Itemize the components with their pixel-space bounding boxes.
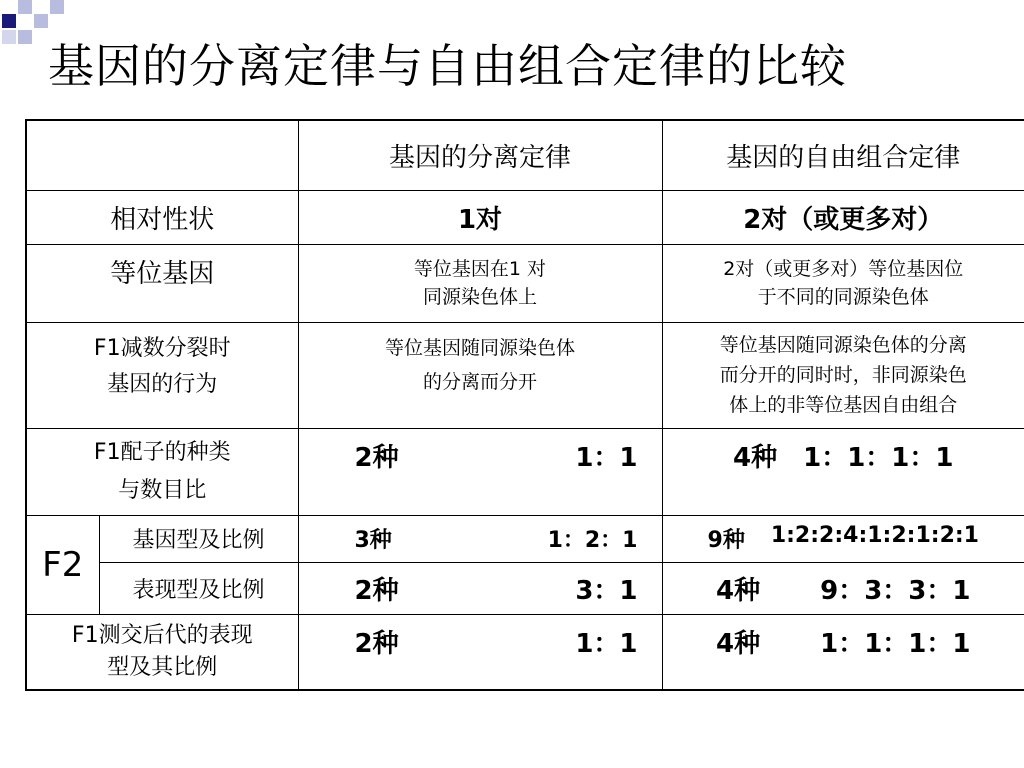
table-row <box>26 515 1024 562</box>
cell-free <box>662 562 1024 614</box>
cell-line: 等位基因随同源染色体 <box>384 336 575 359</box>
slide-title: 基因的分离定律与自由组合定律的比较 <box>48 39 847 93</box>
cell-free <box>662 322 1024 428</box>
kind-count: 2种 <box>354 575 399 606</box>
cell-free <box>662 428 1024 515</box>
kind-count: 3种 <box>354 528 392 553</box>
cell-line: 型及其比例 <box>107 654 218 680</box>
cell-line: 而分开的同时时，非同源染色 <box>719 364 967 386</box>
decor-square <box>2 30 16 44</box>
header-free-combination-law: 基因的自由组合定律 <box>662 120 1024 190</box>
cell-separation <box>298 562 662 614</box>
ratio: 1：1 <box>575 628 638 659</box>
ratio: 1：1：1：1 <box>820 628 971 659</box>
header-empty-cell <box>26 120 298 190</box>
kind-count: 4种 <box>716 575 761 606</box>
header-separation-law: 基因的分离定律 <box>298 120 662 190</box>
comparison-table <box>25 119 1024 691</box>
f2-label: F2 <box>26 515 99 614</box>
row-label <box>26 428 298 515</box>
cell-free <box>662 614 1024 690</box>
cell-line: 与数目比 <box>118 477 207 503</box>
decor-square <box>18 0 32 14</box>
table-row <box>26 190 1024 244</box>
cell-free <box>662 244 1024 322</box>
ratio: 1:2:2:4:1:2:1:2:1 <box>770 523 979 548</box>
cell-line: 等位基因随同源染色体的分离 <box>719 334 967 356</box>
cell-separation <box>298 244 662 322</box>
cell-line: 体上的非等位基因自由组合 <box>729 394 958 416</box>
table-row <box>26 428 1024 515</box>
row-label: 相对性状 <box>26 190 298 244</box>
cell-free <box>662 515 1024 562</box>
table-row <box>26 244 1024 322</box>
kind-count: 2种 <box>354 628 399 659</box>
cell-line: F1配子的种类 <box>93 439 231 465</box>
row-label <box>26 614 298 690</box>
table-row <box>26 562 1024 614</box>
ratio: 9：3：3：1 <box>820 575 971 606</box>
cell-line: 的分离而分开 <box>422 370 537 393</box>
row-label <box>26 322 298 428</box>
cell-separation: 1对 <box>298 190 662 244</box>
kind-count: 2种 <box>354 442 399 473</box>
row-label: 基因型及比例 <box>99 515 298 562</box>
kind-count: 4种 <box>733 442 778 473</box>
cell-line: 于不同的同源染色体 <box>757 286 929 308</box>
cell-line: F1减数分裂时 <box>93 335 231 361</box>
cell-line: F1测交后代的表现 <box>71 622 253 648</box>
cell-separation <box>298 515 662 562</box>
cell-separation <box>298 614 662 690</box>
cell-line: 等位基因在1 对 <box>413 258 547 280</box>
cell-separation <box>298 322 662 428</box>
table-header-row <box>26 120 1024 190</box>
row-label: 表现型及比例 <box>99 562 298 614</box>
decor-square <box>50 0 64 14</box>
cell-line: 同源染色体上 <box>422 286 537 308</box>
ratio: 1：1 <box>575 442 638 473</box>
row-label: 等位基因 <box>26 244 298 322</box>
cell-line: 基因的行为 <box>107 371 218 397</box>
kind-count: 9种 <box>707 528 745 553</box>
table-row <box>26 614 1024 690</box>
ratio: 3：1 <box>575 575 638 606</box>
decor-square <box>18 30 32 44</box>
ratio: 1：1：1：1 <box>803 442 954 473</box>
decor-square <box>2 14 16 28</box>
kind-count: 4种 <box>716 628 761 659</box>
decor-square <box>34 14 48 28</box>
ratio: 1：2：1 <box>547 528 638 553</box>
cell-line: 2对（或更多对）等位基因位 <box>723 258 964 280</box>
table-row <box>26 322 1024 428</box>
cell-free: 2对（或更多对） <box>662 190 1024 244</box>
cell-separation <box>298 428 662 515</box>
